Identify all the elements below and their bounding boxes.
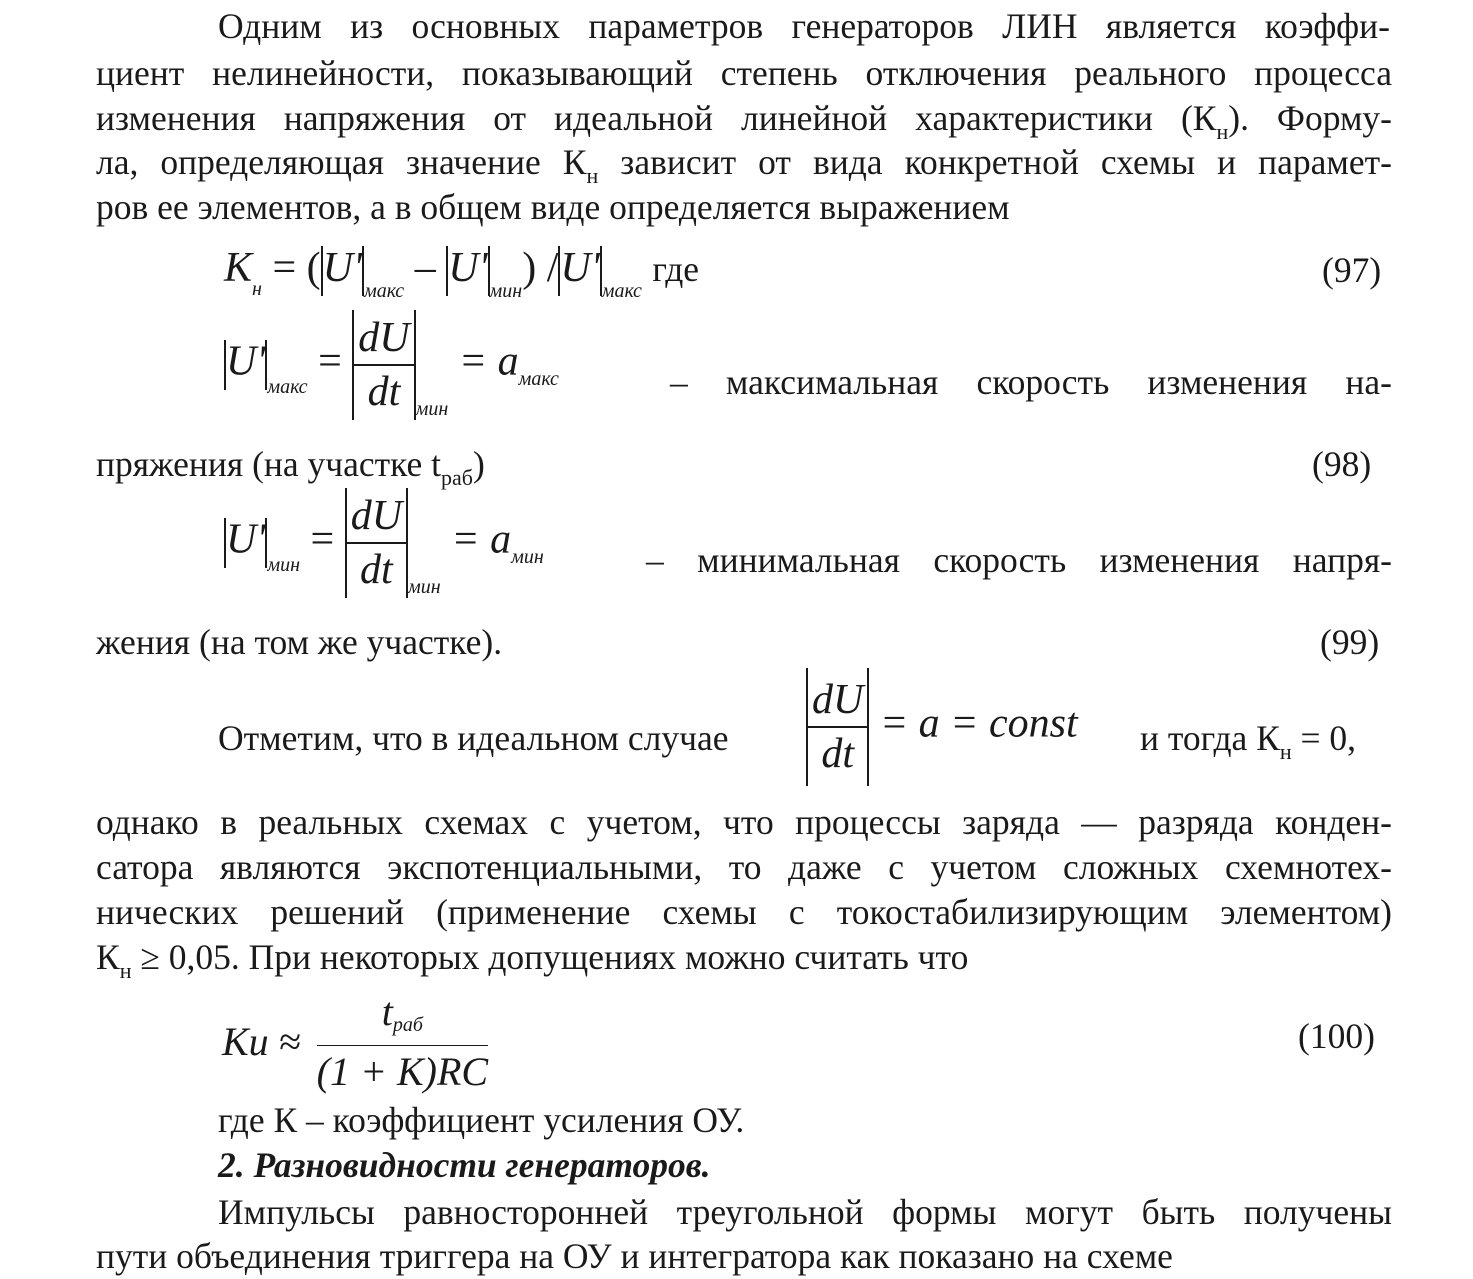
eq99-description: – минимальная скорость изменения напря- [646,540,1392,580]
equation-number-97: (97) [1322,250,1382,290]
para2-line-1: однако в реальных схемах с учетом, что процессы заряда — разряда конден- [96,802,1392,842]
para1-line-4: ла, определяющая значение $К_н$ зависит от вида конкретной схемы и парамет- [96,142,1392,188]
equation-100: Ku ≈ $\frac{\text{tраб}}{(1 + K)RC}$ [222,986,488,1098]
equation-98: $U'_{макс}$ = $\frac{dU}{dt}$ $_{мин} = a_{макс}$ [224,310,559,420]
para3-line-1: Импульсы равносторонней треугольной формы могут быть получены [218,1192,1392,1232]
ideal-case-text: Отметим, что в идеальном случае [218,718,729,758]
equation-number-98: (98) [1312,444,1372,484]
section-heading: 2. Разновидности генераторов. [218,1145,711,1185]
where-k-definition: где К – коэффициент усиления ОУ. [218,1100,745,1140]
para2-line-4: $К_н \ge 0,05$. При некоторых допущениях можно считать что [96,937,969,983]
para2-line-2: сатора являются экспотенциальными, то даже с учетом сложных схемнотех- [96,847,1392,887]
equation-99: $U'_{мин}$ = $\frac{dU}{dt}$ $_{мин} = a_{мин}$ [224,488,544,598]
para1-line-3: изменения напряжения от идеальной линейной характеристики $(К_н)$. Форму- [96,98,1392,144]
equation-number-99: (99) [1320,622,1380,662]
eq99-continuation: жения (на том же участке). [96,622,503,662]
para1-line-2: циент нелинейности, показывающий степень отключения реального процесса [96,53,1392,93]
para3-line-2: пути объединения триггера на ОУ и интегратора как показано на схеме [96,1236,1173,1276]
eq98-description: – максимальная скорость изменения на- [670,362,1392,402]
ideal-case-formula: $\frac{dU}{dt}$ = a = const [806,668,1078,786]
para1-line-5: ров ее элементов, а в общем виде определяется выражением [96,187,1010,227]
para2-line-3: нических решений (применение схемы с токостабилизирующим элементом) [96,892,1392,932]
eq98-continuation: пряжения (на участке $t_{раб}$) [96,444,485,490]
equation-number-100: (100) [1298,1016,1375,1056]
para1-line-1: Одним из основных параметров генераторов ЛИН является коэффи- [218,6,1390,46]
ideal-case-result: и тогда $К_н = 0$, [1140,718,1357,764]
equation-97: $K_н = (U'$ $_{макс}$ – U' $_{мин}$) /U' $_{макс}$ где [224,245,700,302]
